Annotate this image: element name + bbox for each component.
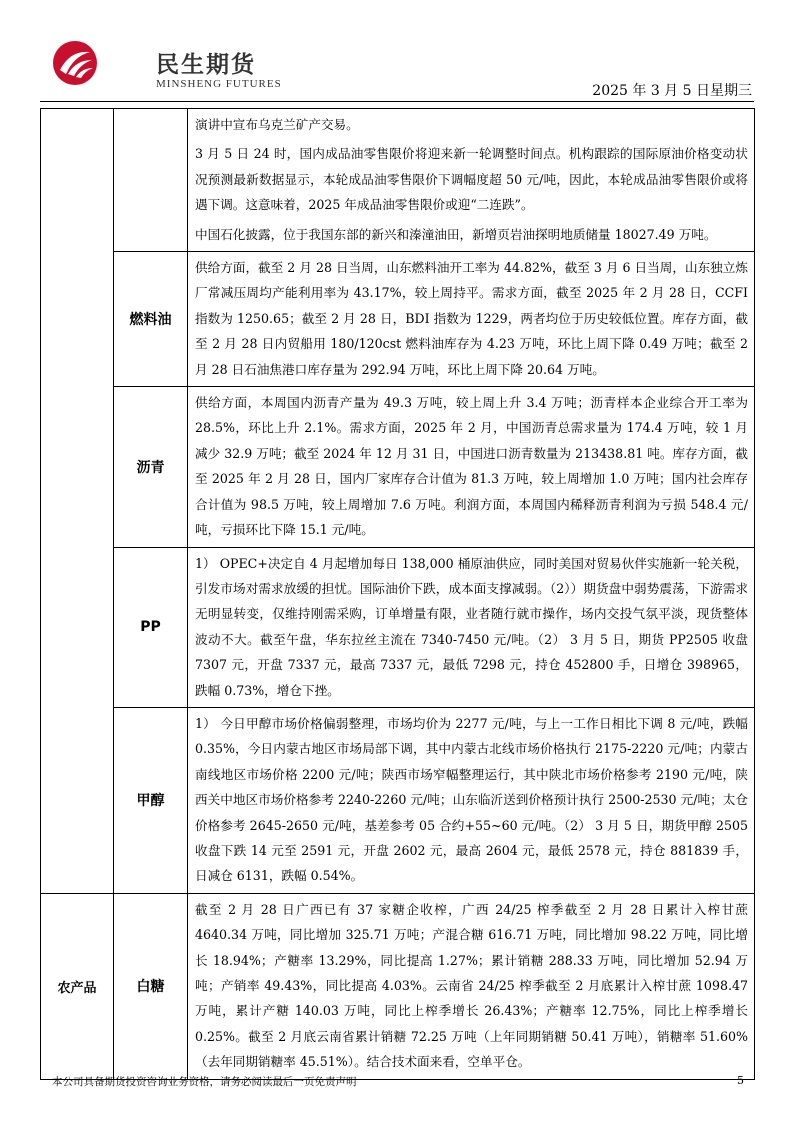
page-number: 5 bbox=[737, 1074, 744, 1087]
category-cell: 农产品 bbox=[41, 893, 114, 1079]
content-cell bbox=[188, 109, 755, 252]
commodity-table bbox=[40, 108, 755, 1080]
report-date: 2025 年 3 月 5 日星期三 bbox=[592, 83, 752, 99]
content-paragraph: 1） 今日甲醇市场价格偏弱整理，市场均价为 2277 元/吨，与上一工作日相比下调 8 元/吨，跌幅 0.35%，今日内蒙古地区市场局部下调，其中内蒙古北线市场价格执行 2175-2220 元/吨；内蒙古南线地区市场价格 2200 元/吨；陕西市场窄幅整理运行，其中陕北市场价格参考 2190 元/吨，陕西关中地区市场价格参考 2240-2260 元/吨；山东临沂送到价格预计执行 2500-2530 元/吨；太仓价格参考 2645-2650 元/吨，基差参考 05 合约+55~60 元/吨。（2） 3 月 5 日，期货甲醇 2505 收盘下跌 14 元至 2591 元，开盘 2602 元，最高 2604 元，最低 2578 元，持仓 881839 手，日减仓 6131，跌幅 0.54%。 bbox=[195, 715, 748, 884]
product-cell: 白糖 bbox=[114, 893, 188, 1079]
header-divider bbox=[40, 101, 754, 102]
table-row bbox=[41, 252, 755, 387]
table-row bbox=[41, 109, 755, 252]
content-paragraph: 中国石化披露，位于我国东部的新兴和溱潼油田，新增页岩油探明地质储量 18027.49 万吨。 bbox=[195, 226, 717, 242]
content-paragraph: 供给方面，本周国内沥青产量为 49.3 万吨，较上周上升 3.4 万吨；沥青样本企业综合开工率为 28.5%，环比上升 2.1%。需求方面，2025 年 2 月，中国沥青总需求量为 174.4 万吨，较 1 月减少 32.9 万吨；截至 2024 年 12 月 31 日，中国进口沥青数量为 213438.81 吨。库存方面，截至 2025 年 2 月 28 日，国内厂家库存合计值为 81.3 万吨，较上周增加 1.0 万吨；国内社会库存合计值为 98.5 万吨，较上周增加 7.6 万吨。利润方面，本周国内稀释沥青利润为亏损 548.4 元/吨，亏损环比下降 15.1 元/吨。 bbox=[195, 395, 748, 538]
content-paragraph: 1） OPEC+决定自 4 月起增加每日 138,000 桶原油供应，同时美国对贸易伙伴实施新一轮关税，引发市场对需求放缓的担忧。国际油价下跌，成本面支撑减弱。（2））期货盘中弱势震荡，下游需求无明显转变，仅维持刚需采购，订单增量有限，业者随行就市操作，场内交投气氛平淡，现货整体波动不大。截至午盘，华东拉丝主流在 7340-7450 元/吨。（2） 3 月 5 日，期货 PP2505 收盘 7307 元，开盘 7337 元，最高 7337 元，最低 7298 元，持仓 452800 手，日增仓 398965，跌幅 0.73%，增仓下挫。 bbox=[195, 555, 748, 698]
table-row bbox=[41, 707, 755, 893]
product-cell: 沥青 bbox=[114, 387, 188, 547]
product-cell: 甲醇 bbox=[114, 707, 188, 893]
content-cell bbox=[188, 893, 755, 1079]
brand-name-en: MINSHENG FUTURES bbox=[156, 78, 282, 90]
brand-name-cn: 民生期货 bbox=[156, 52, 256, 78]
product-cell: 燃料油 bbox=[114, 252, 188, 387]
content-cell bbox=[188, 387, 755, 547]
content-cell bbox=[188, 252, 755, 387]
table-row bbox=[41, 547, 755, 707]
content-paragraph: 演讲中宣布乌克兰矿产交易。 bbox=[195, 117, 359, 132]
minsheng-logo-icon bbox=[52, 40, 98, 86]
page-header bbox=[40, 34, 754, 102]
table-row bbox=[41, 893, 755, 1079]
table-row bbox=[41, 387, 755, 547]
product-cell bbox=[114, 109, 188, 252]
content-paragraph: 3 月 5 日 24 时，国内成品油零售限价将迎来新一轮调整时间点。机构跟踪的国际原油价格变动状况预测最新数据显示，本轮成品油零售限价下调幅度超 50 元/吨，因此，本轮成品油零售限价或将遇下调。这意味着，2025 年成品油零售限价或迎“二连跌”。 bbox=[195, 146, 748, 213]
content-paragraph: 供给方面，截至 2 月 28 日当周，山东燃料油开工率为 44.82%，截至 3 月 6 日当周，山东独立炼厂常减压周均产能利用率为 43.17%，较上周持平。需求方面，截至 2025 年 2 月 28 日，CCFI 指数为 1250.65；截至 2 月 28 日，BDI 指数为 1229，两者均位于历史较低位置。库存方面，截至 2 月 28 日内贸船用 180/120cst 燃料油库存为 4.23 万吨，环比上周下降 0.49 万吨；截至 2 月 28 日石油焦港口库存量为 292.94 万吨，环比上周下降 20.64 万吨。 bbox=[195, 260, 748, 377]
content-paragraph: 截至 2 月 28 日广西已有 37 家糖企收榨，广西 24/25 榨季截至 2 月 28 日累计入榨甘蔗 4640.34 万吨，同比增加 325.71 万吨；产混合糖 616.71 万吨，同比增加 98.22 万吨，同比增长 18.94%；产糖率 13.29%，同比提高 1.27%；累计销糖 288.33 万吨，同比增加 52.94 万吨；产销率 49.43%，同比提高 4.03%。云南省 24/25 榨季截至 2 月底累计入榨甘蔗 1098.47 万吨，累计产糖 140.03 万吨，同比上榨季增长 26.43%；产糖率 12.75%，同比上榨季增长 0.25%。截至 2 月底云南省累计销糖 72.25 万吨（上年同期销糖 50.41 万吨），销糖率 51.60%（去年同期销糖率 45.51%）。结合技术面来看，空单平仓。 bbox=[195, 901, 748, 1070]
product-cell: PP bbox=[114, 547, 188, 707]
footer-disclaimer: 本公司具备期货投资咨询业务资格，请务必阅读最后一页免责声明 bbox=[52, 1076, 357, 1088]
category-cell bbox=[41, 109, 114, 894]
content-cell bbox=[188, 707, 755, 893]
content-cell bbox=[188, 547, 755, 707]
